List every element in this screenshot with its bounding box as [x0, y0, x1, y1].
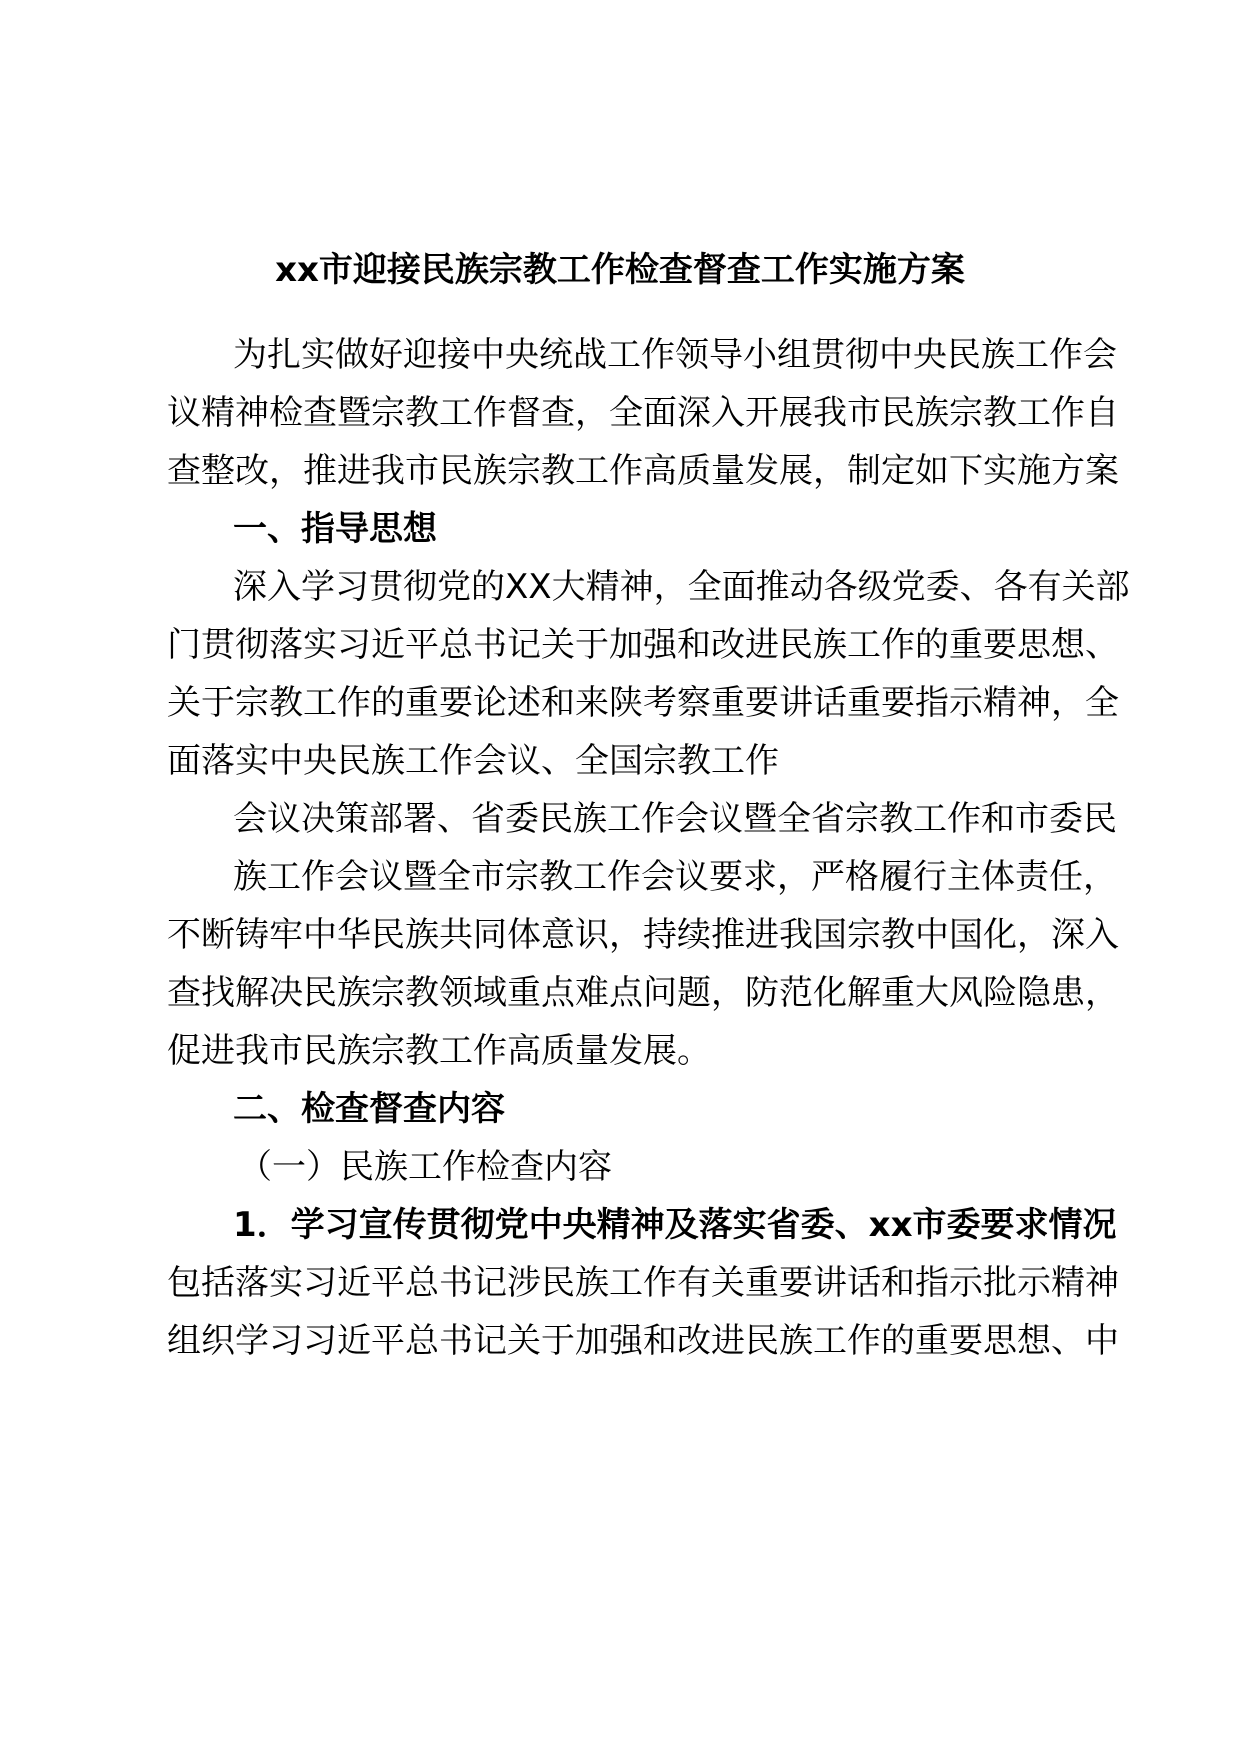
item1-line-2: 组织学习习近平总书记关于加强和改进民族工作的重要思想、中: [167, 1321, 1119, 1361]
section1-line-7: 不断铸牢中华民族共同体意识，持续推进我国宗教中国化，深入: [167, 915, 1119, 955]
subsection-heading-ethnic-work: （一）民族工作检查内容: [238, 1147, 612, 1187]
section-heading-inspection-content: 二、检查督查内容: [233, 1089, 505, 1129]
section1-line-1: 深入学习贯彻党的XX大精神，全面推动各级党委、各有关部: [233, 567, 1130, 607]
intro-line-2: 议精神检查暨宗教工作督查，全面深入开展我市民族宗教工作自: [167, 393, 1119, 433]
intro-line-1: 为扎实做好迎接中央统战工作领导小组贯彻中央民族工作会: [233, 335, 1117, 375]
section1-line-8: 查找解决民族宗教领域重点难点问题，防范化解重大风险隐患，: [167, 973, 1119, 1013]
item-heading-1: 1．学习宣传贯彻党中央精神及落实省委、xx市委要求情况: [233, 1205, 1117, 1245]
section1-line-3: 关于宗教工作的重要论述和来陕考察重要讲话重要指示精神，全: [167, 683, 1119, 723]
section1-line-6: 族工作会议暨全市宗教工作会议要求，严格履行主体责任，: [233, 857, 1117, 897]
section-heading-guiding-ideology: 一、指导思想: [233, 509, 437, 549]
intro-line-3: 查整改，推进我市民族宗教工作高质量发展，制定如下实施方案: [167, 451, 1119, 491]
section1-line-9: 促进我市民族宗教工作高质量发展。: [167, 1031, 711, 1071]
item1-line-1: 包括落实习近平总书记涉民族工作有关重要讲话和指示批示精神: [167, 1263, 1119, 1303]
document-title: xx市迎接民族宗教工作检查督查工作实施方案: [275, 250, 965, 290]
section1-line-2: 门贯彻落实习近平总书记关于加强和改进民族工作的重要思想、: [167, 625, 1119, 665]
section1-line-5: 会议决策部署、省委民族工作会议暨全省宗教工作和市委民: [233, 799, 1117, 839]
section1-line-4: 面落实中央民族工作会议、全国宗教工作: [167, 741, 779, 781]
